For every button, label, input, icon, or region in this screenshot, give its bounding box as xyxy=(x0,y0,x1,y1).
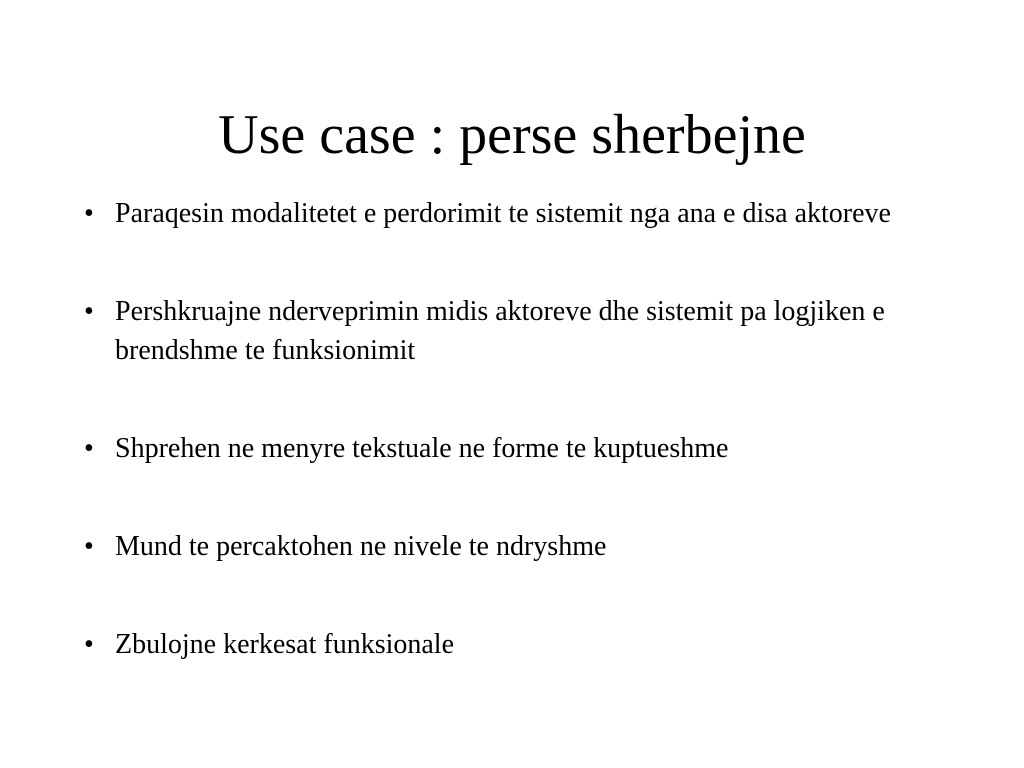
bullet-item xyxy=(84,625,964,664)
bullet-dot-icon: • xyxy=(84,198,94,229)
bullet-dot-icon: • xyxy=(84,531,94,562)
bullet-text: Shprehen ne menyre tekstuale ne forme te kuptueshme xyxy=(115,433,729,464)
bullet-text: Mund te percaktohen ne nivele te ndryshme xyxy=(115,531,607,562)
bullet-item xyxy=(84,429,964,468)
bullet-text: Zbulojne kerkesat funksionale xyxy=(115,629,455,660)
bullet-item xyxy=(84,194,964,233)
bullet-dot-icon: • xyxy=(84,433,94,464)
bullet-list xyxy=(84,194,964,723)
bullet-dot-icon: • xyxy=(84,296,94,327)
bullet-item xyxy=(84,292,964,370)
bullet-text: Paraqesin modalitetet e perdorimit te sistemit nga ana e disa aktoreve xyxy=(115,198,891,229)
bullet-item xyxy=(84,527,964,566)
slide-title: Use case : perse sherbejne xyxy=(218,104,806,166)
bullet-dot-icon: • xyxy=(84,629,94,660)
bullet-text: Pershkruajne nderveprimin midis aktoreve dhe sistemit pa logjiken e brendshme te funksionimit xyxy=(115,296,885,366)
